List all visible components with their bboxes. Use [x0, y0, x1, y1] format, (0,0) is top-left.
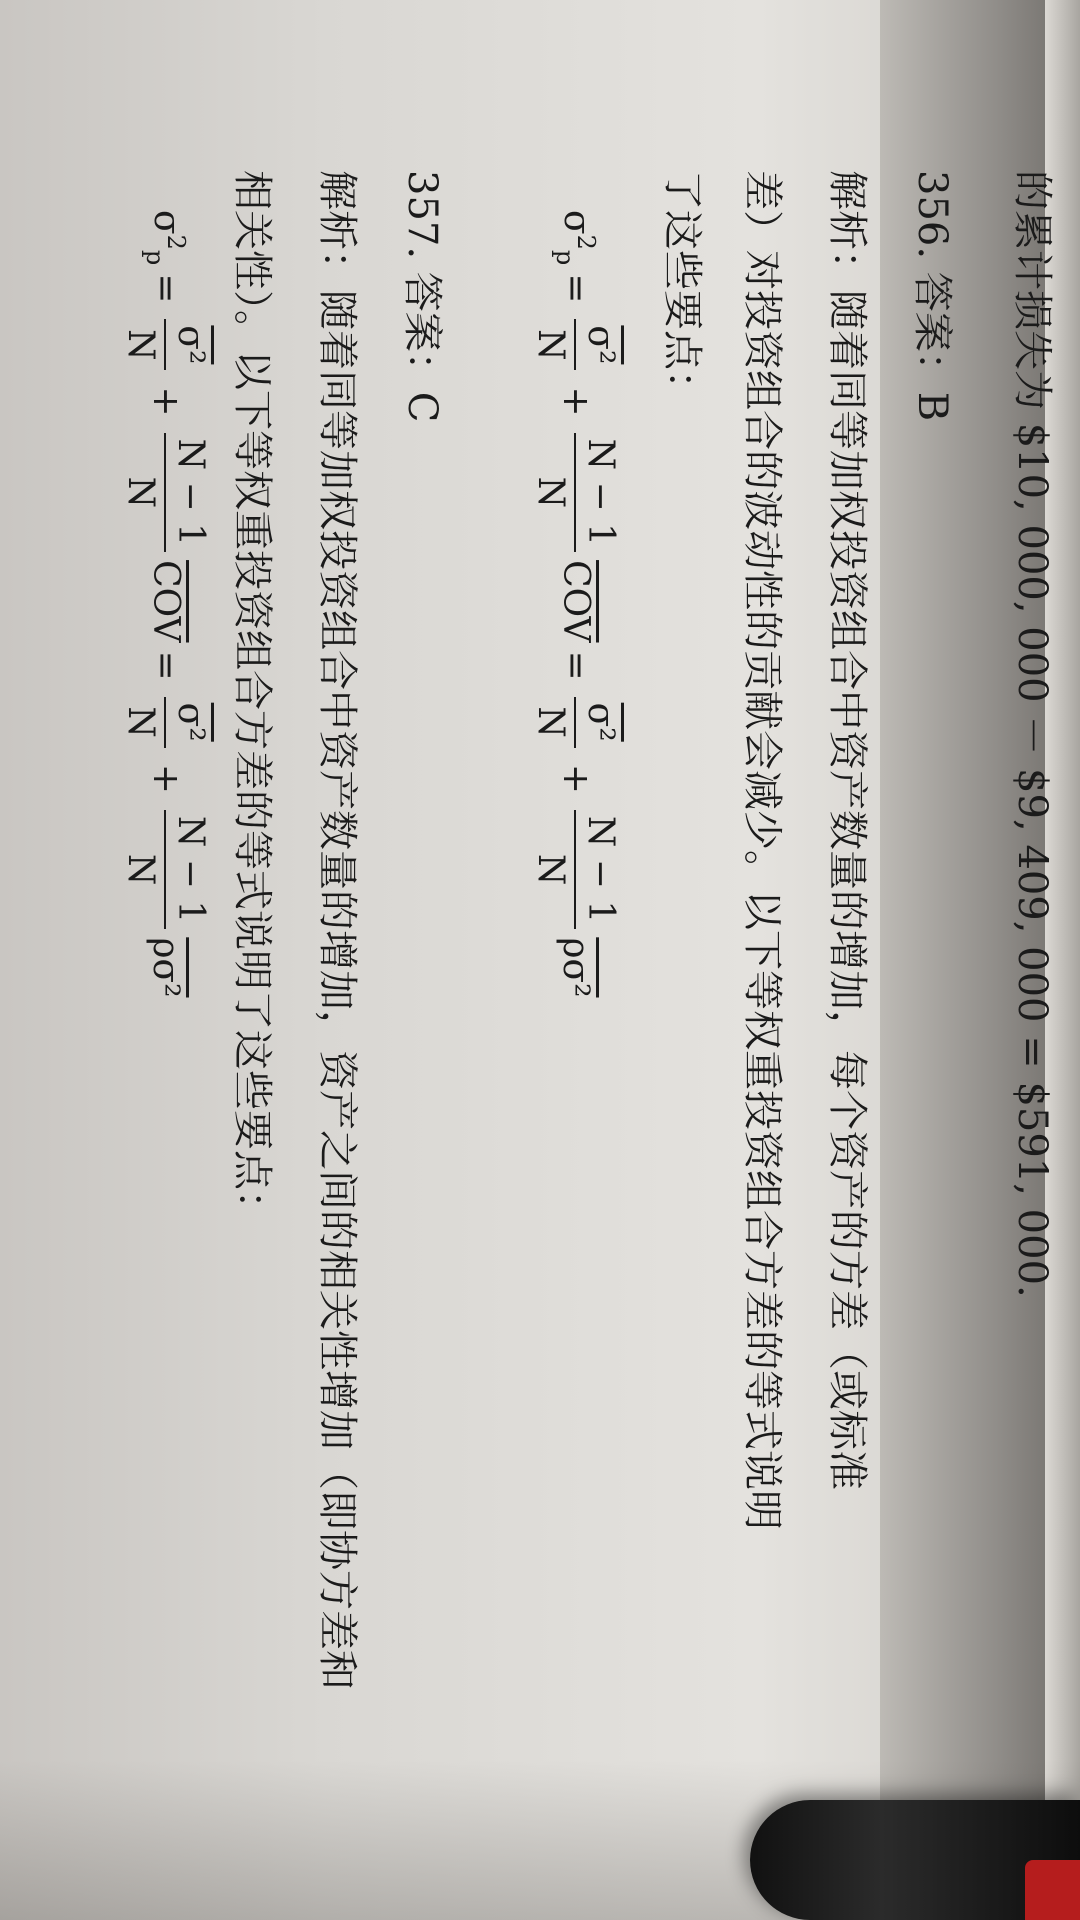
formula-rho-sigma: ρσ²: [145, 937, 186, 998]
formula-cov: $\overline{COV}$: [555, 560, 596, 643]
marker-cap-red: [1025, 1860, 1080, 1920]
q356-header: 356. 答案：B: [909, 170, 955, 422]
formula-fraction: σ² N: [120, 697, 210, 748]
formula-fraction: σ² N: [530, 319, 620, 370]
formula-plus: +: [145, 763, 186, 794]
formula-fraction: σ² N: [530, 697, 620, 748]
formula-plus: +: [555, 386, 596, 417]
q357-header: 357. 答案：C: [399, 170, 445, 423]
formula-plus: +: [145, 386, 186, 417]
formula-lhs: $\sigma^2_p$: [550, 210, 600, 266]
q356-line2: 差）对投资组合的波动性的贡献会减少。以下等权重投资组合方差的等式说明: [739, 170, 785, 1530]
top-clipped-line: 的累计损失为 $10, 000, 000 － $9, 409, 000 = $591, 000.: [1009, 170, 1055, 1298]
q357-line2: 相关性）。以下等权重投资组合方差的等式说明了这些要点：: [229, 170, 275, 1230]
formula-plus: +: [555, 763, 596, 794]
q357-line1: 解析：随着同等加权投资组合中资产数量的增加，资产之间的相关性增加（即协方差和: [314, 170, 360, 1690]
q356-line1: 解析：随着同等加权投资组合中资产数量的增加，每个资产的方差（或标准: [824, 170, 870, 1490]
formula-fraction: σ² N: [120, 319, 210, 370]
formula-fraction: N − 1 N: [530, 433, 620, 552]
formula-eq: =: [145, 273, 186, 304]
formula-eq: =: [555, 273, 596, 304]
formula-lhs: $\sigma^2_p$: [140, 210, 190, 266]
q357-formula: [120, 210, 210, 998]
formula-fraction: N − 1 N: [120, 433, 210, 552]
formula-fraction: N − 1 N: [120, 810, 210, 929]
formula-cov: $\overline{COV}$: [145, 560, 186, 643]
formula-eq: =: [145, 650, 186, 681]
document-page: [90, 170, 1080, 1870]
q356-formula: [530, 210, 620, 998]
q356-line3: 了这些要点：: [659, 170, 705, 410]
formula-fraction: N − 1 N: [530, 810, 620, 929]
formula-rho-sigma: ρσ²: [555, 937, 596, 998]
formula-eq: =: [555, 650, 596, 681]
